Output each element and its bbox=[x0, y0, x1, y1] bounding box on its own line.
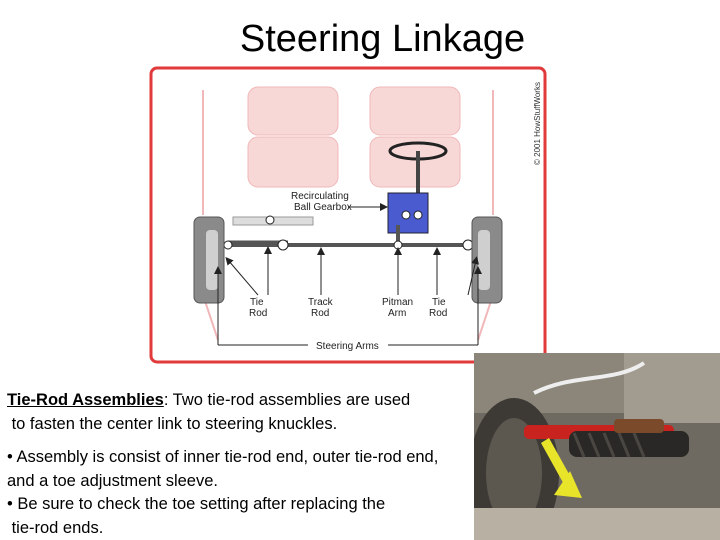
tie-rod-photo bbox=[474, 353, 720, 540]
steering-diagram bbox=[148, 65, 548, 365]
label-tie-rod-right-1: Tie bbox=[432, 297, 446, 308]
text-line-1 bbox=[7, 389, 477, 413]
gearbox-label-2: Ball Gearbox bbox=[294, 202, 352, 213]
label-pitman-arm-2: Arm bbox=[388, 308, 407, 319]
label-tie-rod-left-2: Rod bbox=[249, 308, 268, 319]
seat-left-front bbox=[248, 137, 338, 187]
body-text bbox=[7, 389, 477, 540]
label-steering-arms: Steering Arms bbox=[316, 341, 379, 352]
label-tie-rod-left-1: Tie bbox=[250, 297, 264, 308]
bullet-1-line-1: • Assembly is consist of inner tie-rod end, outer tie-rod end, bbox=[7, 448, 439, 466]
seat-left-back bbox=[248, 87, 338, 135]
slide-title: Steering Linkage bbox=[239, 18, 526, 60]
label-tie-rod-right-2: Rod bbox=[429, 308, 448, 319]
text-line-2: to fasten the center link to steering knuckles. bbox=[7, 414, 338, 433]
bullet-2-line-1: • Be sure to check the toe setting after replacing the bbox=[7, 495, 386, 513]
seat-right-back bbox=[370, 87, 460, 135]
gearbox-label-1: Recirculating bbox=[291, 191, 349, 202]
label-track-rod-1: Track bbox=[308, 297, 333, 308]
label-track-rod-2: Rod bbox=[311, 308, 330, 319]
heading-rest: : Two tie-rod assemblies are used bbox=[163, 391, 411, 409]
bullet-1-line-2: and a toe adjustment sleeve. bbox=[7, 471, 218, 490]
tie-rod-heading: Tie-Rod Assemblies bbox=[7, 391, 164, 409]
copyright-text: © 2001 HowStuffWorks bbox=[533, 82, 542, 165]
bullet-2-line-2: tie-rod ends. bbox=[7, 518, 104, 537]
label-pitman-arm-1: Pitman bbox=[382, 297, 414, 308]
